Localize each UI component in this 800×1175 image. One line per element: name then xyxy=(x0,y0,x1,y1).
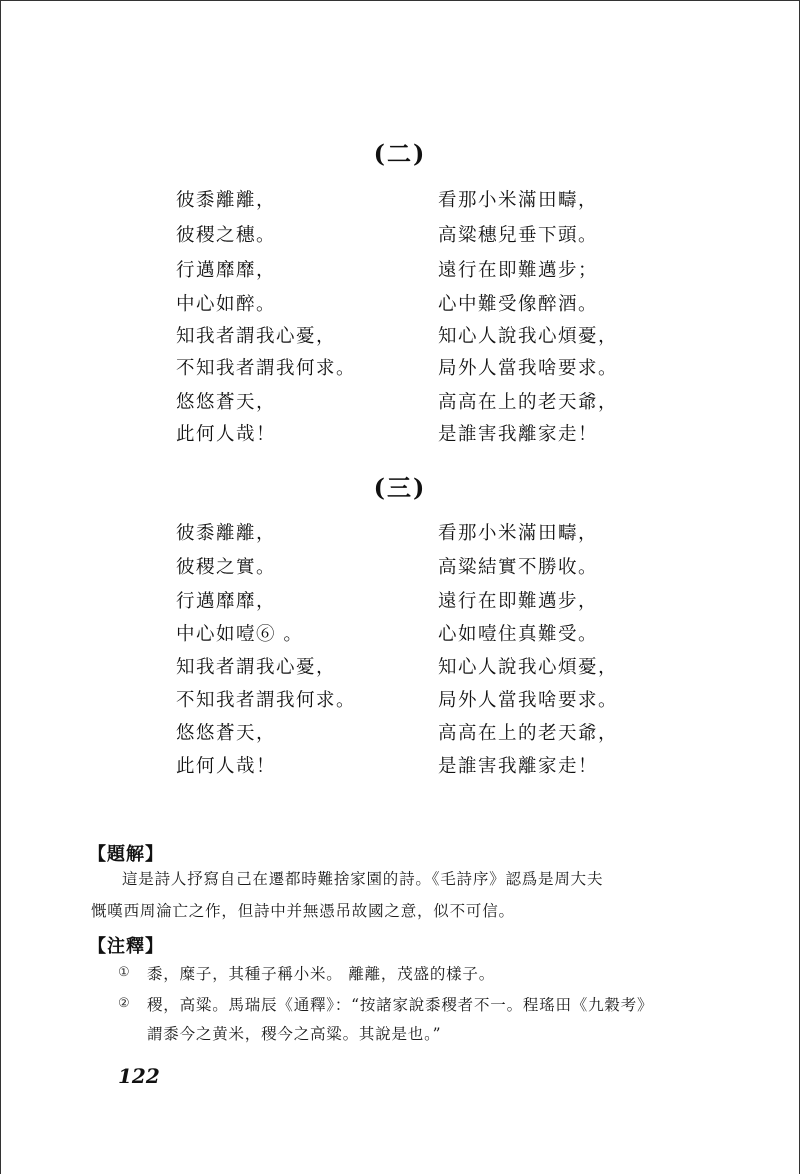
stanza-3-translation-line: 心如噎住真難受。 xyxy=(438,624,599,645)
stanza-3-translation-line: 知心人說我心煩憂， xyxy=(438,657,619,678)
stanza-2-original-line: 此何人哉！ xyxy=(176,424,277,445)
stanza-3-original-line: 行邁靡靡， xyxy=(176,591,277,612)
stanza-2-translation-line: 遠行在即難邁步； xyxy=(438,260,599,281)
stanza-3-original-line: 中心如噎⑥ 。 xyxy=(176,624,304,645)
explanation-heading: 【題解】 xyxy=(88,844,164,865)
stanza-2-translation-line: 心中難受像醉酒。 xyxy=(438,294,599,315)
stanza-3-original-line: 彼稷之實。 xyxy=(176,557,277,578)
stanza-2-original-line: 不知我者謂我何求。 xyxy=(176,358,357,379)
stanza-2-original-line: 中心如醉。 xyxy=(176,294,277,315)
stanza-3-translation-line: 高粱結實不勝收。 xyxy=(438,557,599,578)
stanza-3-translation-line: 是誰害我離家走！ xyxy=(438,756,599,777)
stanza-2-translation-line: 看那小米滿田疇， xyxy=(438,190,599,211)
stanza-2-original-line: 彼黍離離， xyxy=(176,190,277,211)
explanation-line: 慨嘆西周淪亡之作，但詩中并無憑吊故國之意，似不可信。 xyxy=(91,902,515,920)
stanza-3-translation-line: 遠行在即難邁步， xyxy=(438,591,599,612)
stanza-2-original-line: 行邁靡靡， xyxy=(176,260,277,281)
stanza-2-translation-line: 高高在上的老天爺， xyxy=(438,392,619,413)
stanza-2-title: (二) xyxy=(373,139,427,168)
notes-heading: 【注釋】 xyxy=(88,936,164,957)
note-number: ② xyxy=(118,996,130,1011)
stanza-2-translation-line: 知心人說我心煩憂， xyxy=(438,326,619,347)
note-number: ① xyxy=(118,965,130,980)
note-line: 稷，高粱。馬瑞辰《通釋》：“按諸家說黍稷者不一。程瑤田《九穀考》 xyxy=(147,996,654,1014)
stanza-3-original-line: 知我者謂我心憂， xyxy=(176,657,337,678)
stanza-2-original-line: 彼稷之穗。 xyxy=(176,225,277,246)
stanza-3-title: (三) xyxy=(373,473,427,502)
stanza-2-original-line: 悠悠蒼天， xyxy=(176,392,277,413)
stanza-2-translation-line: 局外人當我啥要求。 xyxy=(438,358,619,379)
stanza-3-original-line: 悠悠蒼天， xyxy=(176,723,277,744)
stanza-3-translation-line: 局外人當我啥要求。 xyxy=(438,690,619,711)
note-line: 黍，糜子，其種子稱小米。 離離，茂盛的樣子。 xyxy=(147,965,496,983)
stanza-3-translation-line: 看那小米滿田疇， xyxy=(438,523,599,544)
stanza-3-original-line: 不知我者謂我何求。 xyxy=(176,690,357,711)
explanation-line: 這是詩人抒寫自己在遷都時難捨家園的詩。《毛詩序》認爲是周大夫 xyxy=(122,870,604,888)
stanza-2-translation-line: 是誰害我離家走！ xyxy=(438,424,599,445)
stanza-3-original-line: 彼黍離離， xyxy=(176,523,277,544)
page-number: 122 xyxy=(118,1064,160,1088)
note-line: 謂黍今之黄米，稷今之高粱。其說是也。” xyxy=(147,1025,442,1043)
stanza-3-translation-line: 高高在上的老天爺， xyxy=(438,723,619,744)
stanza-2-original-line: 知我者謂我心憂， xyxy=(176,326,337,347)
stanza-3-original-line: 此何人哉！ xyxy=(176,756,277,777)
stanza-2-translation-line: 高粱穗兒垂下頭。 xyxy=(438,225,599,246)
